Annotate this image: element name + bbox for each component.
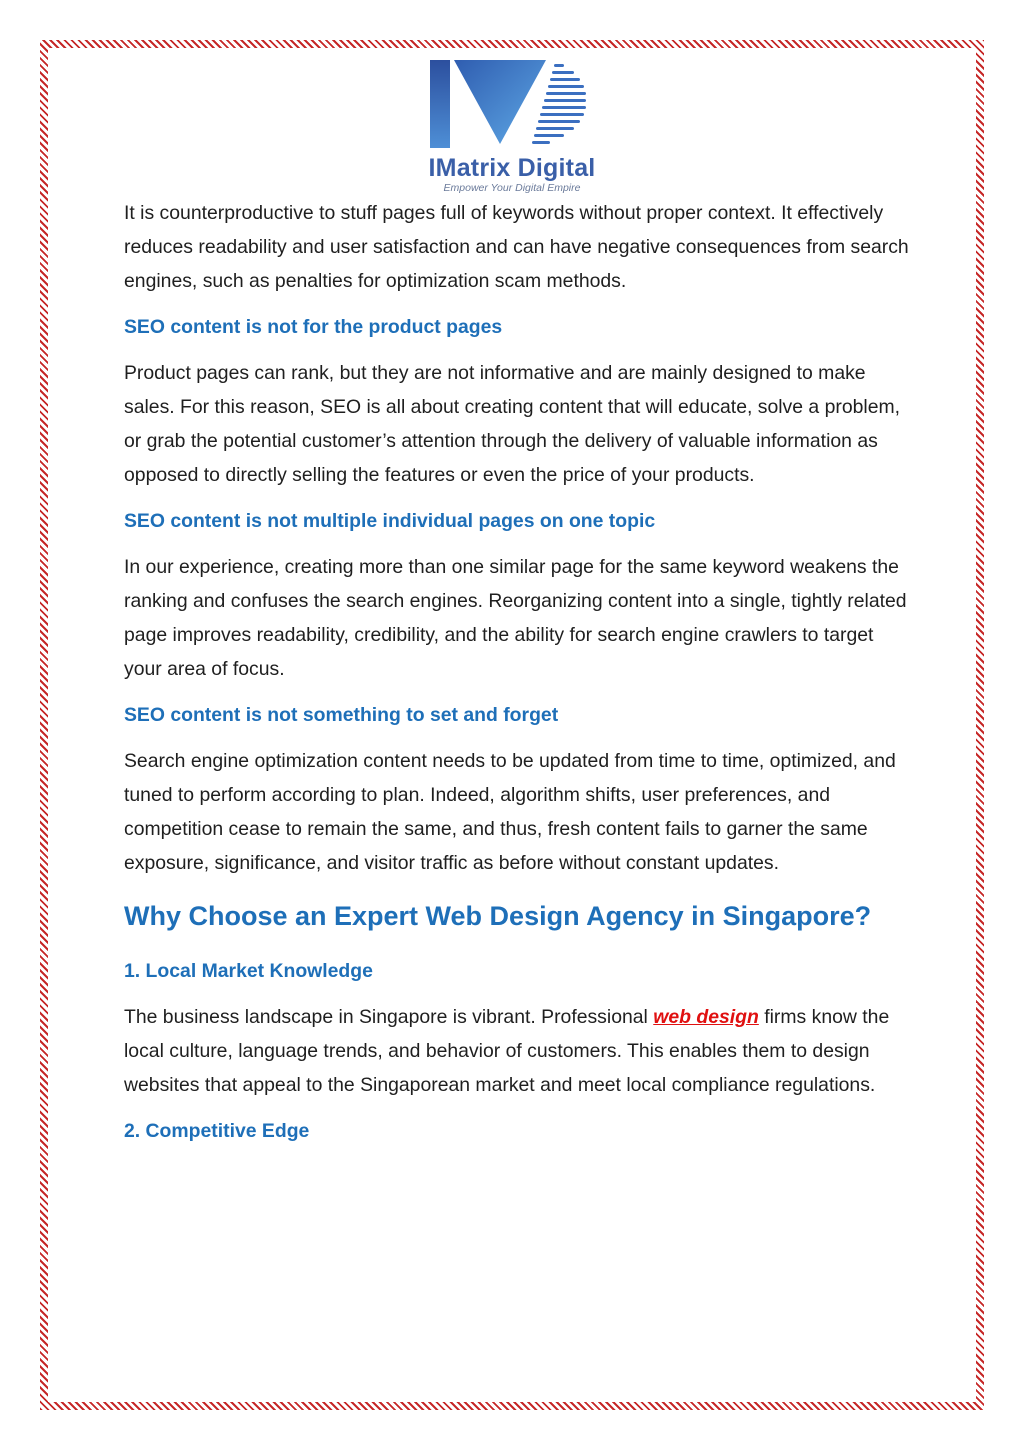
company-logo — [426, 58, 598, 198]
list-item-heading: 1. Local Market Knowledge — [124, 960, 373, 982]
paragraph-text: The business landscape in Singapore is vibrant. Professional — [124, 1006, 654, 1028]
section-title: Why Choose an Expert Web Design Agency in Singapore? — [124, 901, 872, 931]
logo-mark-icon — [426, 58, 598, 154]
list-item-heading: 2. Competitive Edge — [124, 1120, 310, 1142]
subheading: SEO content is not multiple individual pages on one topic — [124, 510, 656, 532]
paragraph: Product pages can rank, but they are not informative and are mainly designed to make sales. For this reason, SEO is all about creating content that will educate, solve a problem, or grab the potential customer’s attention through the delivery of valuable information as opposed to directly selling the features or even the price of your products. — [124, 362, 901, 486]
paragraph: Search engine optimization content needs to be updated from time to time, optimized, and tuned to perform according to plan. Indeed, algorithm shifts, user preferences, and competition cease to remain the same, and thus, fresh content fails to garner the same exposure, significance, and visitor traffic as before without constant updates. — [124, 750, 896, 874]
paragraph: It is counterproductive to stuff pages full of keywords without proper context. It effectively reduces readability and user satisfaction and can have negative consequences from search engines, such as penalties for optimization scam methods. — [124, 202, 909, 292]
subheading: SEO content is not something to set and forget — [124, 704, 559, 726]
logo-tagline: Empower Your Digital Empire — [443, 182, 581, 194]
subheading: SEO content is not for the product pages — [124, 316, 503, 338]
paragraph-text: firms know the local culture, language trends, and behavior of customers. This enables them to design websites that appeal to the Singaporean market and meet local compliance regulations. — [124, 1006, 890, 1096]
paragraph: In our experience, creating more than one similar page for the same keyword weakens the ranking and confuses the search engines. Reorganizing content into a single, tightly related page improves readability, credibility, and the ability for search engine crawlers to target your area of focus. — [124, 556, 907, 680]
article-body — [124, 196, 914, 1160]
paragraph — [124, 1000, 914, 1102]
web-design-link[interactable]: web design — [653, 1006, 759, 1028]
logo-name: IMatrix Digital — [428, 154, 596, 182]
